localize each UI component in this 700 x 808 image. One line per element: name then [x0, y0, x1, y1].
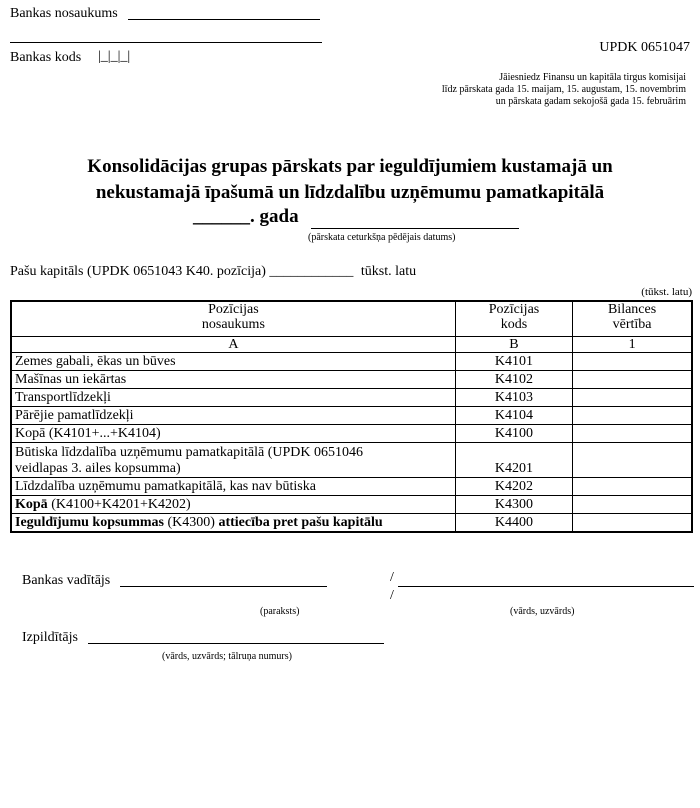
- row-name: Pārējie pamatlīdzekļi: [11, 407, 455, 425]
- submission-note-line: un pārskata gadam sekojošā gada 15. februārim: [495, 96, 686, 107]
- equity-unit: tūkst. latu: [360, 264, 417, 279]
- row-value[interactable]: [573, 496, 692, 514]
- row-value[interactable]: [573, 478, 692, 496]
- equity-row: [10, 264, 416, 280]
- executor-note: (vārds, uzvārds; tālruņa numurs): [162, 651, 292, 662]
- row-name: Mašīnas un iekārtas: [11, 371, 455, 389]
- row-name: Zemes gabali, ēkas un būves: [11, 353, 455, 371]
- table-row: [11, 353, 692, 371]
- row-code: K4201: [455, 443, 572, 478]
- row-code: K4103: [455, 389, 572, 407]
- row-name: Līdzdalība uzņēmumu pamatkapitālā, kas nav būtiska: [11, 478, 455, 496]
- row-value[interactable]: [573, 443, 692, 478]
- investment-table: [10, 300, 693, 533]
- equity-label: Pašu kapitāls (UPDK 0651043 K40. pozīcija): [10, 264, 266, 279]
- row-value[interactable]: [573, 371, 692, 389]
- table-header-row: [11, 301, 692, 337]
- executor-label: Izpildītājs: [22, 630, 78, 645]
- manager-signature-field[interactable]: [120, 586, 327, 587]
- row-code: K4104: [455, 407, 572, 425]
- bank-name-field[interactable]: [128, 19, 320, 20]
- column-letter: A: [11, 337, 455, 353]
- bank-code-boxes[interactable]: |_|_|_|: [98, 49, 131, 64]
- slash: /: [390, 570, 394, 585]
- form-code: UPDK 0651047: [599, 40, 690, 55]
- bank-name-field-line2[interactable]: [10, 42, 322, 43]
- submission-note: [442, 72, 686, 108]
- table-row: [11, 478, 692, 496]
- signature-note: (paraksts): [260, 606, 300, 617]
- manager-name-field[interactable]: [398, 586, 694, 587]
- year-blank[interactable]: ______: [193, 206, 250, 227]
- row-code: K4100: [455, 425, 572, 443]
- row-name: Kopā (K4100+K4201+K4202): [11, 496, 455, 514]
- report-title-line2: nekustamajā īpašumā un līdzdalību uzņēmumu pamatkapitālā: [95, 182, 605, 203]
- bank-name-label: Bankas nosaukums: [10, 6, 118, 21]
- name-note: (vārds, uzvārds): [510, 606, 575, 617]
- table-row: [11, 514, 692, 533]
- submission-note-line: Jāiesniedz Finansu un kapitāla tirgus komisijai: [499, 72, 686, 83]
- row-name: Būtiska līdzdalība uzņēmumu pamatkapitālā (UPDK 0651046 veidlapas 3. ailes kopsumma): [11, 443, 455, 478]
- row-value[interactable]: [573, 425, 692, 443]
- year-word: . gada: [250, 206, 299, 227]
- header-balance-value: Bilances vērtība: [573, 301, 692, 337]
- row-name: Ieguldījumu kopsummas (K4300) attiecība pret pašu kapitālu: [11, 514, 455, 533]
- row-code: K4300: [455, 496, 572, 514]
- table-row: [11, 407, 692, 425]
- executor-field[interactable]: [88, 643, 384, 644]
- bank-code-label: Bankas kods: [10, 50, 82, 65]
- date-note: (pārskata ceturkšņa pēdējais datums): [308, 232, 456, 243]
- header-position-code: Pozīcijas kods: [455, 301, 572, 337]
- row-value[interactable]: [573, 389, 692, 407]
- row-code: K4102: [455, 371, 572, 389]
- row-value[interactable]: [573, 353, 692, 371]
- header-position-name: Pozīcijas nosaukums: [11, 301, 455, 337]
- table-row: [11, 443, 692, 478]
- row-code: K4101: [455, 353, 572, 371]
- row-name: Transportlīdzekļi: [11, 389, 455, 407]
- report-title-line1: Konsolidācijas grupas pārskats par ieguldījumiem kustamajā un: [87, 156, 613, 177]
- manager-label: Bankas vadītājs: [22, 573, 111, 588]
- table-row: [11, 496, 692, 514]
- report-date-field[interactable]: [311, 228, 519, 229]
- table-unit-note: (tūkst. latu): [641, 286, 692, 298]
- submission-note-line: līdz pārskata gada 15. maijam, 15. augustam, 15. novembrim: [441, 84, 686, 95]
- row-code: K4400: [455, 514, 572, 533]
- slash: /: [390, 588, 394, 603]
- table-row: [11, 389, 692, 407]
- column-letter: B: [455, 337, 572, 353]
- table-row: [11, 371, 692, 389]
- row-name: Kopā (K4101+...+K4104): [11, 425, 455, 443]
- report-year-row: [193, 206, 299, 228]
- row-value[interactable]: [573, 407, 692, 425]
- column-letter: 1: [573, 337, 692, 353]
- table-row: [11, 425, 692, 443]
- row-value[interactable]: [573, 514, 692, 533]
- column-letters-row: [11, 337, 692, 353]
- row-code: K4202: [455, 478, 572, 496]
- equity-blank[interactable]: ____________: [269, 264, 354, 279]
